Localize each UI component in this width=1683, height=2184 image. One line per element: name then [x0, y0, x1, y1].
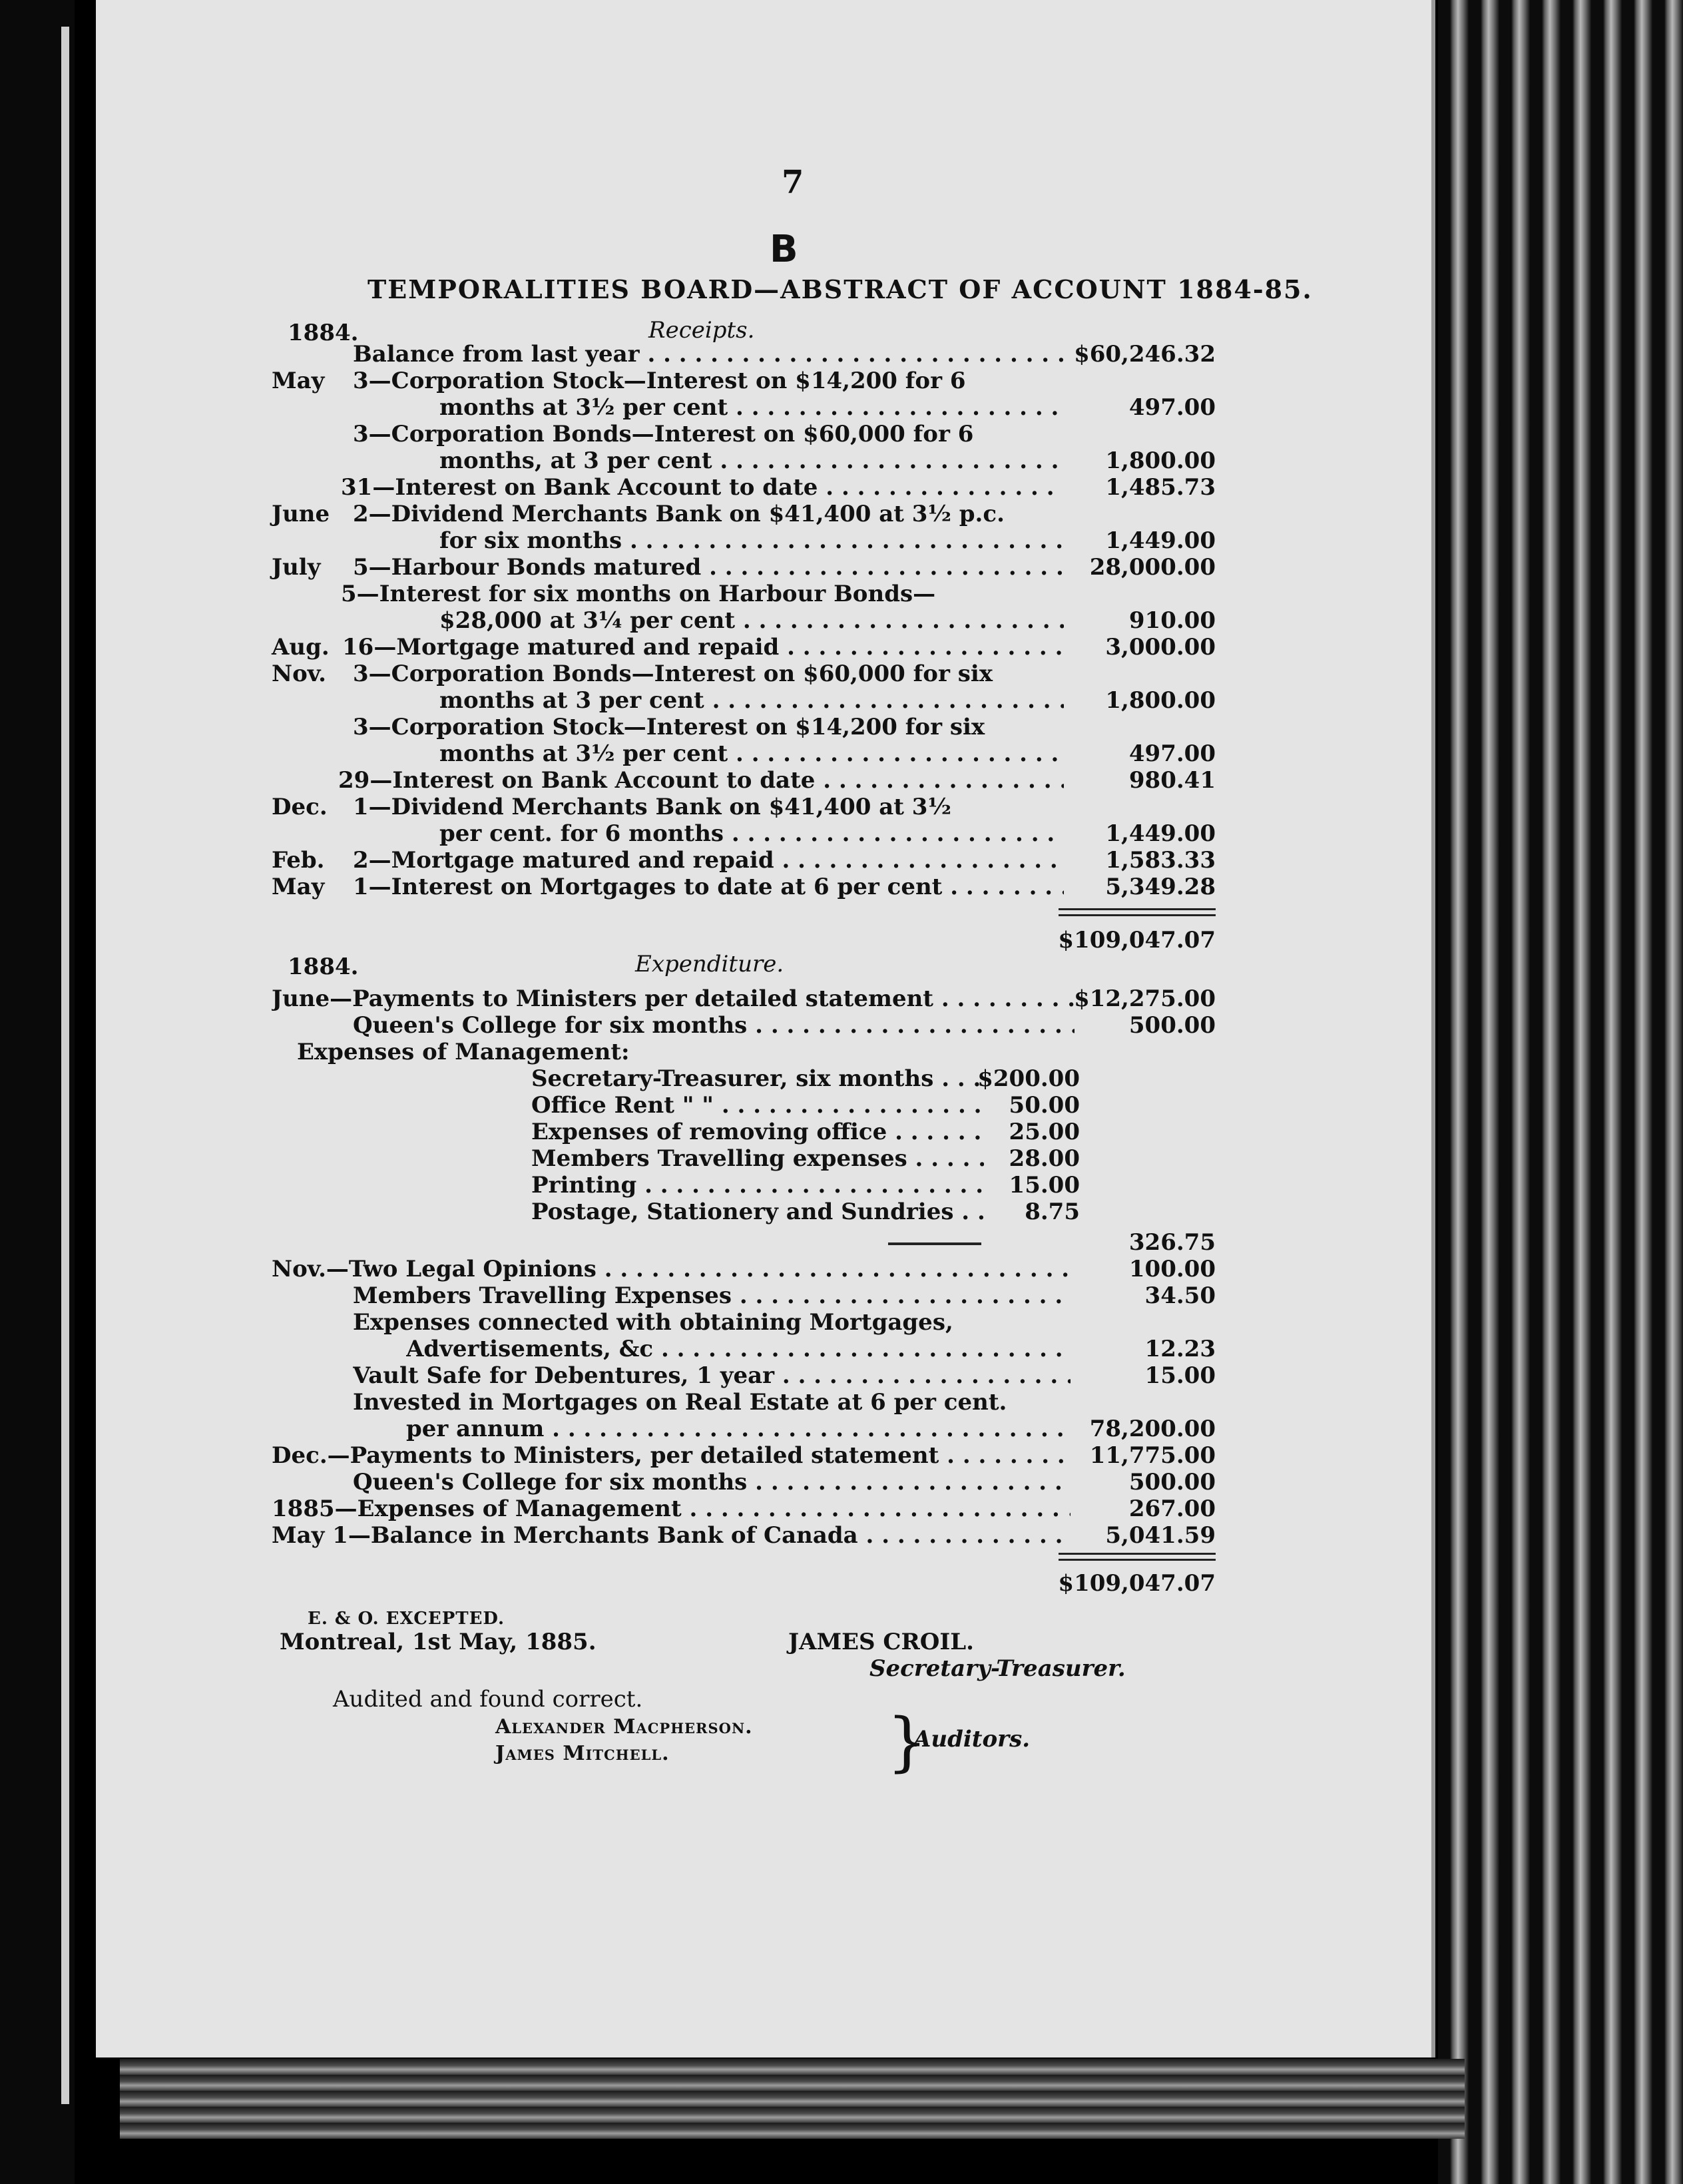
entry-description: Postage, Stationery and Sundries . . .	[531, 1199, 984, 1225]
entry-amount: 100.00	[1128, 1256, 1216, 1282]
receipt-row	[272, 634, 1216, 661]
entry-amount: 3,000.00	[1105, 634, 1216, 661]
management-expense-row	[531, 1172, 1080, 1199]
management-total: 326.75	[1128, 1229, 1216, 1256]
receipt-row	[272, 607, 1216, 634]
entry-description: Printing . . .	[531, 1172, 984, 1199]
entry-description: 5—Interest for six months on Harbour Bonds—	[341, 581, 936, 607]
auditors-label: Auditors.	[913, 1726, 1031, 1753]
expenditure-row	[272, 1012, 1216, 1039]
errors-omissions-note: E. & O. EXCEPTED.	[308, 1609, 505, 1629]
entry-description: Office Rent " " . . .	[531, 1092, 984, 1119]
entry-description: Advertisements, &c . . .	[406, 1336, 1071, 1362]
document-title: TEMPORALITIES BOARD—ABSTRACT OF ACCOUNT 1884-85.	[367, 274, 1313, 304]
entry-description: Members Travelling expenses . . .	[531, 1145, 984, 1172]
entry-month: July	[272, 554, 321, 581]
book-binding-edge	[1438, 0, 1683, 2184]
place-date: Montreal, 1st May, 1885.	[280, 1629, 597, 1655]
audit-statement: Audited and found correct.	[333, 1686, 643, 1713]
entry-description: 3—Corporation Stock—Interest on $14,200 for 6	[353, 368, 966, 394]
entry-month: Dec.	[272, 794, 328, 820]
document-page	[96, 0, 1435, 2057]
entry-description: 2—Dividend Merchants Bank on $41,400 at 3½ p.c.	[353, 501, 1005, 527]
entry-amount: 5,041.59	[1105, 1522, 1216, 1549]
management-expense-row	[531, 1199, 1080, 1225]
entry-amount: 34.50	[1144, 1282, 1216, 1309]
receipt-row	[272, 794, 1216, 820]
entry-description: Balance from last year . . .	[353, 341, 1064, 368]
entry-description: $28,000 at 3¼ per cent . . .	[439, 607, 1064, 634]
entry-month: Feb.	[272, 847, 325, 874]
receipt-row	[272, 740, 1216, 767]
auditor-1: Alexander Macpherson.	[495, 1715, 753, 1739]
entry-description: Dec.—Payments to Ministers, per detailed statement . . .	[272, 1442, 1071, 1469]
receipt-row	[272, 394, 1216, 421]
entry-description: 1—Dividend Merchants Bank on $41,400 at 3½	[353, 794, 951, 820]
entry-description: 29—Interest on Bank Account to date . . .	[338, 767, 1064, 794]
entry-month: Nov.	[272, 661, 326, 687]
entry-description: Queen's College for six months . . .	[353, 1012, 1075, 1039]
entry-amount: 50.00	[1009, 1092, 1080, 1119]
expenditure-row	[272, 1389, 1216, 1416]
entry-amount: 1,800.00	[1105, 447, 1216, 474]
receipt-row	[272, 767, 1216, 794]
receipt-row	[272, 820, 1216, 847]
receipt-row	[272, 874, 1216, 900]
entry-amount: 267.00	[1128, 1496, 1216, 1522]
entry-amount: 11,775.00	[1089, 1442, 1216, 1469]
receipt-row	[272, 341, 1216, 368]
entry-description: months at 3½ per cent . . .	[439, 394, 1064, 421]
receipt-row	[272, 661, 1216, 687]
entry-description: 3—Corporation Stock—Interest on $14,200 for six	[353, 714, 985, 740]
receipts-total: $109,047.07	[1058, 927, 1216, 954]
entry-amount: 497.00	[1128, 394, 1216, 421]
entry-amount: 15.00	[1009, 1172, 1080, 1199]
entry-description: 2—Mortgage matured and repaid . . .	[353, 847, 1064, 874]
entry-description: 3—Corporation Bonds—Interest on $60,000 for 6	[353, 421, 974, 447]
entry-amount: $12,275.00	[1074, 985, 1216, 1012]
expenditure-year: 1884.	[288, 954, 359, 980]
expenditure-row	[272, 1442, 1216, 1469]
receipt-row	[272, 581, 1216, 607]
page-stack-edge	[120, 2059, 1465, 2139]
entry-description: per cent. for 6 months . . .	[439, 820, 1064, 847]
entry-description: May 1—Balance in Merchants Bank of Canada . . .	[272, 1522, 1071, 1549]
entry-month: Aug.	[272, 634, 330, 661]
entry-description: Vault Safe for Debentures, 1 year . . .	[353, 1362, 1071, 1389]
entry-description: Expenses connected with obtaining Mortgages,	[353, 1309, 953, 1336]
receipt-row	[272, 474, 1216, 501]
entry-amount: 15.00	[1144, 1362, 1216, 1389]
entry-description: 16—Mortgage matured and repaid . . .	[342, 634, 1064, 661]
entry-amount: 78,200.00	[1089, 1416, 1216, 1442]
expenditure-row	[272, 1256, 1216, 1282]
receipt-row	[272, 421, 1216, 447]
entry-description: for six months . . .	[439, 527, 1064, 554]
entry-description: Expenses of Management:	[297, 1039, 630, 1065]
auditors-brace: }	[887, 1705, 928, 1779]
receipt-row	[272, 554, 1216, 581]
entry-description: months at 3 per cent . . .	[439, 687, 1064, 714]
receipt-row	[272, 368, 1216, 394]
receipt-row	[272, 447, 1216, 474]
entry-description: per annum . . .	[406, 1416, 1071, 1442]
receipt-row	[272, 714, 1216, 740]
entry-description: 31—Interest on Bank Account to date . . .	[341, 474, 1064, 501]
receipt-row	[272, 501, 1216, 527]
expenditure-row	[272, 1309, 1216, 1336]
expenditure-row	[272, 1416, 1216, 1442]
entry-amount: 12.23	[1144, 1336, 1216, 1362]
entry-amount: 1,449.00	[1105, 527, 1216, 554]
expenditure-row	[272, 1469, 1216, 1496]
expenditure-row	[272, 985, 1216, 1012]
management-expense-row	[531, 1092, 1080, 1119]
entry-description: months at 3½ per cent . . .	[439, 740, 1064, 767]
expenditure-total-rule	[1059, 1553, 1216, 1561]
entry-description: June—Payments to Ministers per detailed statement . . .	[272, 985, 1075, 1012]
entry-month: May	[272, 368, 325, 394]
entry-amount: 1,449.00	[1105, 820, 1216, 847]
management-subtotal-rule	[888, 1242, 981, 1245]
entry-description: Expenses of removing office . . .	[531, 1119, 984, 1145]
expenditure-row	[272, 1362, 1216, 1389]
entry-description: months, at 3 per cent . . .	[439, 447, 1064, 474]
expenditure-row	[272, 1039, 1216, 1065]
entry-amount: 500.00	[1128, 1469, 1216, 1496]
section-letter: B	[770, 228, 798, 271]
expenditure-row	[272, 1282, 1216, 1309]
entry-month: June	[272, 501, 330, 527]
page-number: 7	[782, 164, 804, 201]
entry-description: Invested in Mortgages on Real Estate at 6 per cent.	[353, 1389, 1007, 1416]
left-page-edge	[61, 27, 69, 2104]
entry-amount: 500.00	[1128, 1012, 1216, 1039]
entry-description: 1885—Expenses of Management . . .	[272, 1496, 1071, 1522]
management-expense-row	[531, 1145, 1080, 1172]
entry-month: May	[272, 874, 325, 900]
entry-amount: 910.00	[1128, 607, 1216, 634]
expenditure-row	[272, 1522, 1216, 1549]
receipt-row	[272, 527, 1216, 554]
receipts-total-rule	[1059, 908, 1216, 916]
entry-description: Members Travelling Expenses . . .	[353, 1282, 1071, 1309]
entry-amount: 28,000.00	[1089, 554, 1216, 581]
entry-amount: 1,583.33	[1105, 847, 1216, 874]
expenditure-total: $109,047.07	[1058, 1570, 1216, 1597]
signatory-name: JAMES CROIL.	[788, 1629, 974, 1655]
expenditure-row	[272, 1336, 1216, 1362]
entry-description: Queen's College for six months . . .	[353, 1469, 1071, 1496]
entry-amount: 28.00	[1009, 1145, 1080, 1172]
expenditure-row	[272, 1496, 1216, 1522]
entry-description: 5—Harbour Bonds matured . . .	[353, 554, 1064, 581]
receipts-heading: Receipts.	[648, 317, 755, 344]
entry-amount: 980.41	[1128, 767, 1216, 794]
auditor-2: James Mitchell.	[495, 1742, 670, 1765]
entry-amount: 5,349.28	[1105, 874, 1216, 900]
entry-amount: 1,800.00	[1105, 687, 1216, 714]
management-expense-row	[531, 1119, 1080, 1145]
entry-description: Secretary-Treasurer, six months . . .	[531, 1065, 984, 1092]
entry-amount: 1,485.73	[1105, 474, 1216, 501]
entry-description: 3—Corporation Bonds—Interest on $60,000 for six	[353, 661, 993, 687]
entry-amount: $200.00	[977, 1065, 1080, 1092]
entry-amount: 497.00	[1128, 740, 1216, 767]
receipt-row	[272, 847, 1216, 874]
entry-description: Nov.—Two Legal Opinions . . .	[272, 1256, 1071, 1282]
receipts-year: 1884.	[288, 320, 359, 346]
expenditure-heading: Expenditure.	[635, 951, 784, 977]
entry-amount: $60,246.32	[1074, 341, 1216, 368]
entry-description: 1—Interest on Mortgages to date at 6 per cent . . .	[353, 874, 1064, 900]
management-expense-row	[531, 1065, 1080, 1092]
entry-amount: 8.75	[1025, 1199, 1080, 1225]
signatory-title: Secretary-Treasurer.	[869, 1655, 1126, 1682]
entry-amount: 25.00	[1009, 1119, 1080, 1145]
receipt-row	[272, 687, 1216, 714]
